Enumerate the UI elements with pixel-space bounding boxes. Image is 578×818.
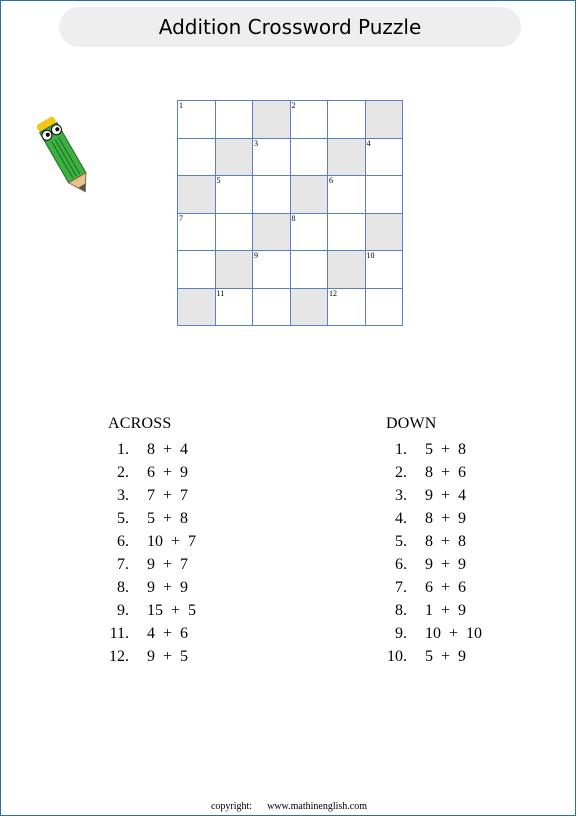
down-clue — [374, 533, 482, 556]
across-clue — [96, 533, 196, 556]
clue-expression: 9 + 4 — [425, 487, 467, 504]
crossword-cell[interactable] — [216, 101, 254, 139]
down-clue — [374, 510, 482, 533]
clue-expression: 9 + 7 — [147, 556, 189, 573]
copyright-label: copyright: — [210, 801, 253, 812]
crossword-cell[interactable] — [328, 101, 366, 139]
crossword-grid — [177, 100, 403, 326]
clue-expression: 6 + 9 — [147, 464, 189, 481]
shaded-cell — [178, 176, 216, 214]
crossword-cell[interactable] — [291, 139, 329, 177]
clue-number: 6. — [395, 556, 407, 573]
crossword-cell[interactable] — [216, 289, 254, 327]
clue-number: 3. — [395, 487, 407, 504]
cell-number: 5 — [216, 176, 221, 185]
clue-number: 3. — [117, 487, 129, 504]
clue-number: 12. — [109, 648, 129, 665]
clue-expression: 9 + 5 — [147, 648, 189, 665]
clue-number: 11. — [109, 625, 129, 642]
clue-expression: 8 + 9 — [425, 510, 467, 527]
clue-number: 7. — [117, 556, 129, 573]
clue-expression: 4 + 6 — [147, 625, 189, 642]
clue-expression: 10 + 7 — [147, 533, 197, 550]
page-title: Addition Crossword Puzzle — [59, 7, 521, 47]
cell-number: 2 — [291, 101, 296, 110]
across-clue — [96, 510, 196, 533]
across-clue — [96, 625, 196, 648]
crossword-cell[interactable] — [328, 214, 366, 252]
shaded-cell — [291, 176, 329, 214]
crossword-cell[interactable] — [253, 251, 291, 289]
across-list — [108, 441, 196, 671]
clue-number: 9. — [117, 602, 129, 619]
crossword-cell[interactable] — [366, 139, 404, 177]
cell-number: 10 — [366, 251, 375, 260]
across-clue — [96, 602, 196, 625]
clue-expression: 5 + 8 — [147, 510, 189, 527]
clue-expression: 1 + 9 — [425, 602, 467, 619]
crossword-cell[interactable] — [366, 251, 404, 289]
crossword-cell[interactable] — [366, 289, 404, 327]
cell-number: 4 — [366, 138, 371, 148]
crossword-cell[interactable] — [328, 176, 366, 214]
shaded-cell — [216, 139, 254, 177]
across-clue — [96, 464, 196, 487]
clue-expression: 8 + 4 — [147, 441, 189, 458]
crossword-cell[interactable] — [366, 176, 404, 214]
crossword-cell[interactable] — [178, 101, 216, 139]
down-clue — [374, 487, 482, 510]
shaded-cell — [366, 101, 404, 139]
down-clue — [374, 464, 482, 487]
down-clue — [374, 556, 482, 579]
clue-expression: 8 + 8 — [425, 533, 467, 550]
crossword-cell[interactable] — [178, 251, 216, 289]
clue-expression: 9 + 9 — [147, 579, 189, 596]
across-clue — [96, 441, 196, 464]
crossword-cell[interactable] — [178, 139, 216, 177]
clue-number: 8. — [395, 602, 407, 619]
clue-number: 5. — [395, 533, 407, 550]
shaded-cell — [253, 101, 291, 139]
crossword-cell[interactable] — [291, 214, 329, 252]
footer — [1, 801, 577, 812]
down-clue — [374, 625, 482, 648]
shaded-cell — [253, 214, 291, 252]
crossword-cell[interactable] — [253, 289, 291, 327]
crossword-cell[interactable] — [253, 139, 291, 177]
clue-number: 2. — [117, 464, 129, 481]
across-clue — [96, 556, 196, 579]
cell-number: 1 — [179, 101, 183, 110]
clue-number: 9. — [395, 625, 407, 642]
clue-number: 4. — [395, 510, 407, 527]
shaded-cell — [216, 251, 254, 289]
across-clue — [96, 487, 196, 510]
shaded-cell — [178, 289, 216, 327]
across-heading: ACROSS — [108, 415, 172, 432]
pencil-mascot-icon — [37, 106, 101, 206]
cell-number: 7 — [179, 213, 183, 223]
down-list — [386, 441, 482, 671]
website-link[interactable]: www.mathinenglish.com — [267, 801, 367, 812]
clue-expression: 9 + 9 — [425, 556, 467, 573]
cell-number: 3 — [254, 138, 258, 148]
across-clue — [96, 579, 196, 602]
crossword-cell[interactable] — [291, 251, 329, 289]
clue-expression: 10 + 10 — [425, 625, 483, 642]
clue-expression: 5 + 8 — [425, 441, 467, 458]
cell-number: 12 — [329, 288, 337, 298]
shaded-cell — [328, 139, 366, 177]
clue-expression: 8 + 6 — [425, 464, 467, 481]
clue-expression: 6 + 6 — [425, 579, 467, 596]
crossword-cell[interactable] — [291, 101, 329, 139]
clue-number: 6. — [117, 533, 129, 550]
clue-expression: 7 + 7 — [147, 487, 189, 504]
down-clue — [374, 441, 482, 464]
clue-expression: 15 + 5 — [147, 602, 197, 619]
cell-number: 9 — [254, 251, 258, 260]
clue-number: 2. — [395, 464, 407, 481]
across-clues — [108, 415, 196, 671]
shaded-cell — [291, 289, 329, 327]
down-clues — [386, 415, 482, 671]
cell-number: 8 — [291, 213, 296, 223]
crossword-cell[interactable] — [253, 176, 291, 214]
clue-expression: 5 + 9 — [425, 648, 467, 665]
clue-number: 1. — [395, 441, 407, 458]
down-clue — [374, 579, 482, 602]
clue-number: 1. — [117, 441, 129, 458]
crossword-cell[interactable] — [216, 176, 254, 214]
clue-number: 5. — [117, 510, 129, 527]
across-clue — [96, 648, 196, 671]
crossword-cell[interactable] — [178, 214, 216, 252]
down-clue — [374, 648, 482, 671]
shaded-cell — [328, 251, 366, 289]
shaded-cell — [366, 214, 404, 252]
cell-number: 11 — [216, 288, 225, 298]
crossword-cell[interactable] — [216, 214, 254, 252]
crossword-cell[interactable] — [328, 289, 366, 327]
cell-number: 6 — [329, 176, 333, 185]
clue-number: 8. — [117, 579, 129, 596]
down-clue — [374, 602, 482, 625]
clue-number: 10. — [387, 648, 407, 665]
down-heading: DOWN — [386, 415, 437, 432]
clue-number: 7. — [395, 579, 407, 596]
